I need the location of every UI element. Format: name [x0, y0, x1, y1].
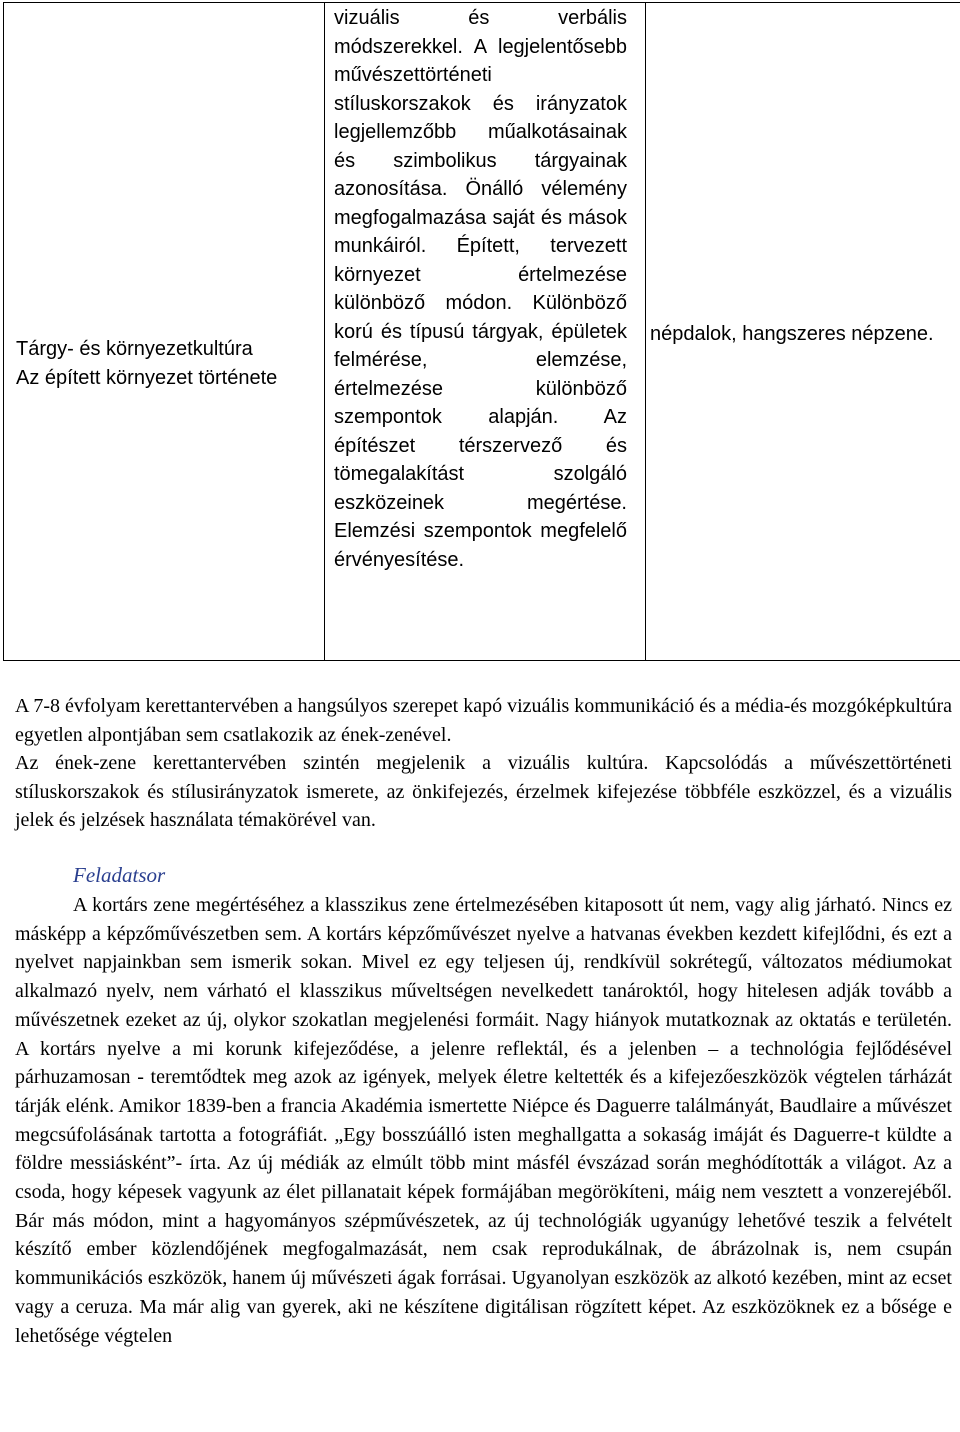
table-cell-topic	[4, 3, 325, 661]
paragraph-1: A 7-8 évfolyam kerettantervében a hangsúlyos szerepet kapó vizuális kommunikáció és a média-és mozgóképkultúra egyetlen alpontjában sem csatlakozik az ének-zenével.	[15, 695, 952, 746]
paragraph-2: Az ének-zene kerettantervében szintén megjelenik a vizuális kultúra. Kapcsolódás a művészettörténeti stíluskorszakok és stílusirányzatok ismerete, az önkifejezés, érzelmek kifejezése többféle eszközzel, és a vizuális jelek és jelzések használata témakörével van.	[15, 752, 952, 832]
music-text: népdalok, hangszeres népzene.	[650, 323, 934, 345]
requirements-text: vizuális és verbális módszerekkel. A legjelentősebb művészettörténeti stíluskorszakok és irányzatok legjellemzőbb műalkotásainak és szimbolikus tárgyainak azonosítása. Önálló vélemény megfogalmazása saját és mások munkáiról. Épített, tervezett környezet értelmezése különböző módon. Különböző korú és típusú tárgyak, épületek felmérése, elemzése, értelmezése különböző szempontok alapján. Az építészet térszervező és tömegalakítást szolgáló eszközeinek megértése. Elemzési szempontok megfelelő érvényesítése.	[334, 7, 627, 571]
topic-title-line2: Az épített környezet története	[16, 366, 278, 389]
section-heading: Feladatsor	[73, 863, 166, 887]
topic-title-line1: Tárgy- és környezetkultúra	[16, 338, 253, 360]
topic-title	[16, 335, 309, 392]
paragraph-3: A kortárs zene megértéséhez a klasszikus zene értelmezésében kitaposott út nem, vagy alig járható. Nincs ez másképp a képzőművészetben sem. A kortárs képzőművészet nyelve a hatvanas években kezdett kifejlődni, és ezt a nyelvet napjainkban sem ismerik sokan. Mivel ez egy teljesen új, rendkívül sokrétegű, változatos médiumokat alkalmazó nyelv, nem várható el klasszikus műveltségen nevelkedett tanároktól, hogy hitelesen adják tovább a művészetnek ezeket az új, olykor szokatlan megjelenési formáit. Nagy hiányok mutatkoznak az oktatás e területén. A kortárs nyelve a mi korunk kifejeződése, a jelenre reflektál, és a jelenben – a technológia fejlődésével párhuzamosan - teremtődtek meg azok az igények, melyek életre keltették és a kifejezőeszközök végtelen tárházát tárják elénk. Amikor 1839-ben a francia Akadémia ismertette Niépce és Daguerre találmányát, Baudlaire a művészet megcsúfolásának tartotta a fotográfiát. „Egy bosszúálló isten meghallgatta a sokaság imáját és Daguerre-t küldte a földre messiásként”- írta. Az új médiák az elmúlt több mint másfél évszázad során meghódították a világot. Az a csoda, hogy képesek vagyunk az élet pillanatait képek formájában megörökíteni, máig nem vesztett a vonzerejéből. Bár más módon, mint a hagyományos szépművészetek, az új technológiák ugyanúgy lehetővé teszik a felvételt készítő ember közlendőjének megfogalmazását, nem csak reprodukálnak, de ábrázolnak is, nem csupán kommunikációs eszközök, hanem új művészeti ágak forrásai. Ugyanolyan eszközök az alkotó kezében, mint az ecset vagy a ceruza. Ma már alig van gyerek, aki ne készítene digitálisan rögzített képet. Az eszközöknek ez a bősége e lehetősége végtelen	[15, 894, 952, 1347]
